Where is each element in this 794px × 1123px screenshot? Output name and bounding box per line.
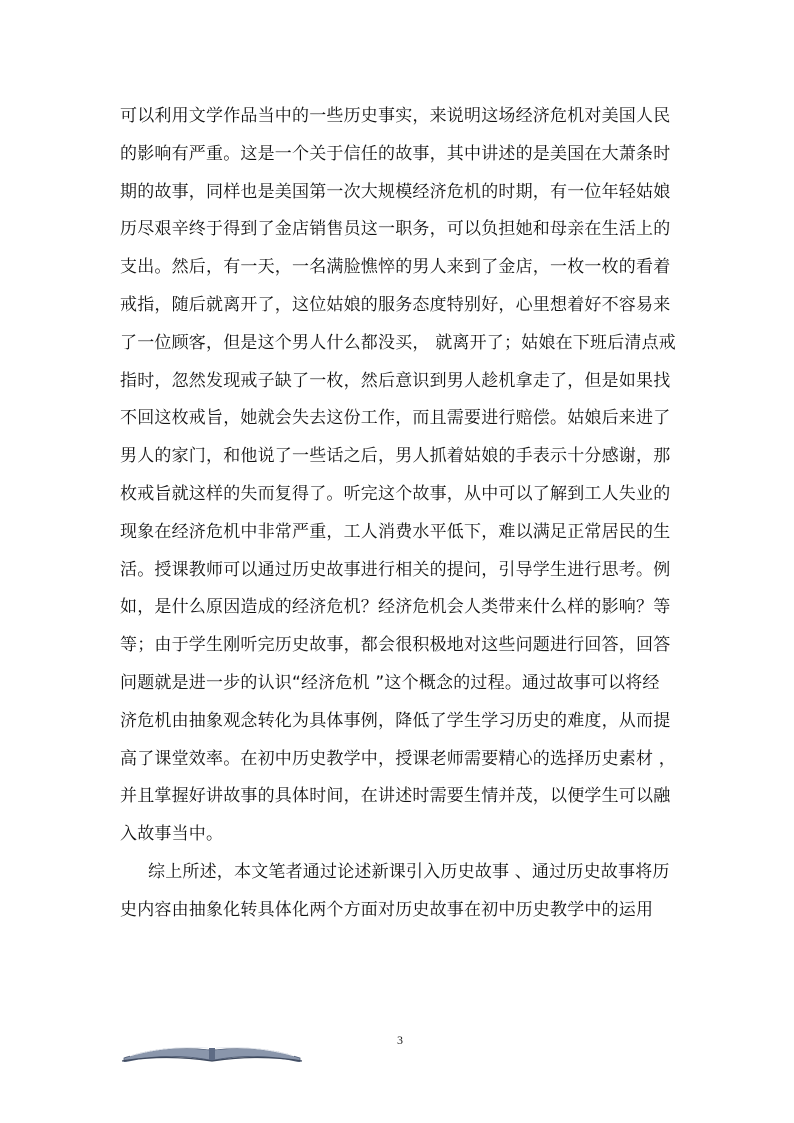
- text-line: 史内容由抽象化转具体化两个方面对历史故事在初中历史教学中的运用: [120, 899, 654, 920]
- text-line: 男人的家门，和他说了一些话之后，男人抓着姑娘的手表示十分感谢，那: [120, 446, 671, 467]
- text-line: 问题就是进一步的认识“经济危机 ”这个概念的过程。通过故事可以将经: [120, 672, 660, 693]
- text-line: 入故事当中。: [120, 824, 224, 845]
- text-line: 不回这枚戒旨，她就会失去这份工作，而且需要进行赔偿。姑娘后来进了: [120, 408, 671, 429]
- page-number: 3: [397, 1033, 403, 1047]
- text-line: 高了课堂效率。在初中历史教学中，授课老师需要精心的选择历史素材 ，: [120, 748, 677, 769]
- text-line: 历尽艰辛终于得到了金店销售员这一职务，可以负担她和母亲在生活上的: [120, 219, 671, 240]
- text-line: 现象在经济危机中非常严重，工人消费水平低下，难以满足正常居民的生: [120, 521, 671, 542]
- text-line: 济危机由抽象观念转化为具体事例，降低了学生学习历史的难度，从而提: [120, 710, 671, 731]
- paragraph-start-line: 综上所述，本文笔者通过论述新课引入历史故事 、通过历史故事将历: [148, 861, 670, 882]
- text-line: 可以利用文学作品当中的一些历史事实，来说明这场经济危机对美国人民: [120, 106, 671, 126]
- text-line: 如，是什么原因造成的经济危机？经济危机会人类带来什么样的影响？等: [120, 597, 671, 618]
- text-line: 期的故事，同样也是美国第一次大规模经济危机的时期，有一位年轻姑娘: [120, 181, 671, 202]
- body-text: [120, 98, 680, 930]
- text-line: 的影响有严重。这是一个关于信任的故事，其中讲述的是美国在大萧条时: [120, 143, 671, 164]
- text-line: 指时，忽然发现戒子缺了一枚，然后意识到男人趁机拿走了，但是如果找: [120, 370, 671, 391]
- text-line: 等；由于学生刚听完历史故事，都会很积极地对这些问题进行回答，回答: [120, 635, 671, 656]
- text-line: 枚戒旨就这样的失而复得了。听完这个故事，从中可以了解到工人失业的: [120, 483, 671, 504]
- text-line: 活。授课教师可以通过历史故事进行相关的提问，引导学生进行思考。例: [120, 559, 671, 580]
- text-line: 并且掌握好讲故事的具体时间，在讲述时需要生情并茂，以便学生可以融: [120, 786, 671, 807]
- open-book-icon: [120, 1036, 304, 1062]
- text-line: 了一位顾客，但是这个男人什么都没买， 就离开了；姑娘在下班后清点戒: [120, 332, 677, 353]
- text-line: 支出。然后，有一天，一名满脸憔悴的男人来到了金店，一枚一枚的看着: [120, 257, 671, 278]
- text-line: 戒指，随后就离开了，这位姑娘的服务态度特别好，心里想着好不容易来: [120, 294, 671, 315]
